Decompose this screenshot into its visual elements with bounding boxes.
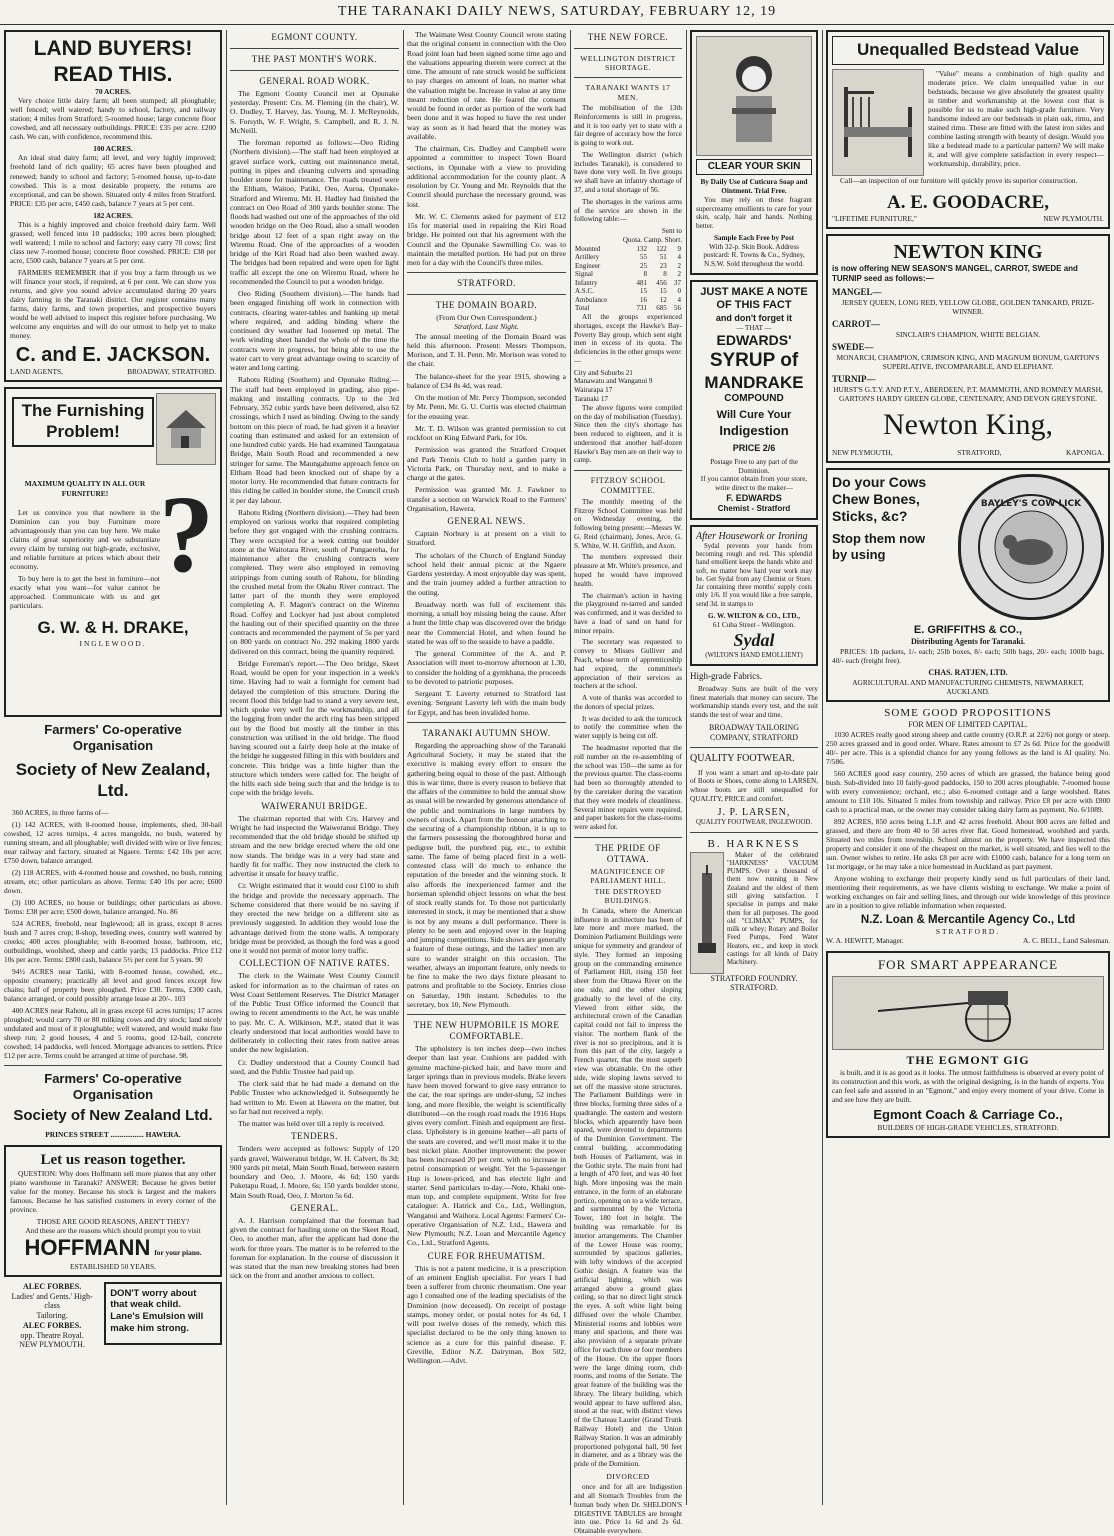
article-paragraph: The headmaster reported that the roll number on the re-assembling of the school was 150—the same as for the previous quarter. The class-rooms had been so thoroughly attended to by the caretaker during the vacation that they were models of cleanliness. Several minor repairs were required, and paper baskets for the class-rooms were asked for.	[574, 744, 682, 832]
firm-address: Chemist - Stratford	[717, 503, 791, 513]
article-paragraph: Regarding the approaching show of the Taranaki Agricultural Society, it may be stated that the executive is making every effort to ensure the gathering being equal to those of the past. Although this is war time, there is every reason to believe that the affairs of the committee to hold the annual show as usual will be rewarded by generous attendance of the public and nominations in large numbers by owners of stock. Apart from the honour attaching to the securing of a championship ribbon, it is up to the farmers possessing the thoroughbred horse and pedigree bull, the purebred pig, etc., to exhibit same. The fame of being placed first in a well-contested class will do much to enhance the reputation of the breeder and the winning stock. It also affords the inexperienced farmer and the horseman splendid object lessons on what the best of stock really stands for. To those not particularly interested in stock, it may be mentioned that a show is not by any means a dull performance. There is plenty to be seen and enjoyed over in the leaping and jumping competitions. Side shows are generally a feature of these outings, and the ladies' men are sure to wander straight on this occasion. The weather, always an important feature, only needs to be fine to make the two days fixture pleasant to patrons and profitable to the Society. Entries close on Saturday, 19th instant. Schedules to the secretary, box 10, New Plymouth.	[407, 740, 566, 1009]
table-cell: Total	[575, 304, 590, 313]
advert-body: And these are the reasons which should prompt you to visit	[25, 1226, 201, 1236]
firm-town: NEW PLYMOUTH.	[1043, 213, 1104, 223]
cow-icon	[976, 492, 1086, 602]
table-cell: 15	[639, 287, 647, 296]
firm-address: QUALITY FOOTWEAR, INGLEWOOD.	[695, 818, 813, 826]
article-paragraph: The chairman reported that with Crs. Harvey and Wright he had inspected the Waiweranui Bridge. They recommended that the old bridge should be shifted up stream and the new bridge erected where the old one now stands. The bridge was in a very bad state and hardly fit for traffic. They now instructed the clerk to advertise it unsafe for heavy traffic.	[230, 813, 399, 879]
goodacre-advert	[826, 30, 1110, 229]
woman-icon	[714, 46, 794, 146]
column-5	[690, 30, 818, 1505]
question-mark-graphic: ?	[159, 473, 214, 596]
article-paragraph: Sergeant T. Laverty returned to Stratford last evening. Sergeant Laverty left with the main body for Egypt, and has been invalided home.	[407, 689, 566, 717]
firm-name: A. E. GOODACRE,	[886, 191, 1050, 213]
seed-category: CARROT—	[832, 318, 881, 329]
newton-king-advert	[826, 234, 1110, 463]
article-subheading: TARANAKI WANTS 17 MEN.	[585, 83, 671, 102]
firm-name: HOFFMANN	[24, 1235, 151, 1261]
article-heading: THE PRIDE OF OTTAWA.	[595, 842, 661, 864]
article-heading: CURE FOR RHEUMATISM.	[427, 1250, 546, 1261]
table-row	[574, 279, 682, 288]
article-paragraph: Captain Norbury is at present on a visit to Stratford.	[407, 529, 566, 548]
cowlick-seal	[958, 474, 1104, 620]
article-paragraph: once and for all are Indigestion and all Stomach Troubles from the human body when Dr. SHELDON'S DIGESTIVE TABULES are brought into use. Price 1s 6d and 2s 6d. Obtainable everywhere.	[574, 1483, 682, 1536]
listing-text: Anyone wishing to exchange their property kindly send us full particulars of their land, mentioning their requirements, as we have clients wishing to exchange. We make a point of working exchanges on fair and selling lines, and through our wide knowledge of this province are in a position to give reliable information when requested.	[826, 874, 1110, 911]
advert-body: Broadway Suits are built of the very finest materials that money can secure. The workmanship stands every test, and the suit stands the test of wear and time.	[690, 684, 818, 720]
firm-role: LAND AGENTS,	[10, 367, 63, 377]
advert-title: and don't forget it	[715, 312, 793, 323]
table-cell: Mounted	[575, 244, 601, 253]
product-name: COMPOUND	[724, 393, 784, 405]
gig-carriage-icon	[868, 981, 1068, 1045]
column-2	[230, 30, 399, 1505]
advert-body: You may rely on these fragrant supercreamy emollients to care for your skin, scalp, hair and hands. Nothing better.	[696, 195, 812, 231]
group-shortage: Taranaki 17	[574, 394, 609, 403]
advert-body: Let us convince you that nowhere in the Dominion can you buy Furniture more advantageously than you can buy here. We make claims of great superiority and we substantiate every claim by turning out high-grade, exclusive, and reliable furniture at prices which about their economy.	[10, 507, 160, 571]
column-6	[826, 30, 1110, 1505]
advert-body: Distributing Agents for Taranaki.	[910, 636, 1026, 646]
gig-illustration	[832, 976, 1104, 1050]
quality-line: FURNITURE!	[61, 488, 109, 498]
table-row	[574, 287, 682, 296]
advert-body: By Daily Use of Cuticura Soap and Ointment. Trial Free.	[700, 178, 808, 195]
firm-name: CHAS. RATJEN, LTD.	[928, 667, 1008, 677]
table-cell: Infantry	[575, 278, 598, 287]
article-paragraph: The clerk to the Waimate West County Council asked for information as to the chairman of rates on West Coast Settlement Reserves. The District Manager of the Public Trust Office informed the Council that owing to recent amendments to the Act, he was unable to pay. Mr. C. A. Wilkinson, M.P., stated that it was clearly understood that local authorities would have to deliberately in collecting their rates from native areas under the new legislation.	[230, 971, 399, 1055]
table-cell: Signal	[575, 270, 593, 279]
article-paragraph: The Wellington district (which includes Taranaki), is considered to have done very well. In five groups we shall have an infantry shortage of 37, and a total shortage of 56.	[574, 150, 682, 194]
firm-address: BUILDERS OF HIGH-GRADE VEHICLES, STRATFORD.	[877, 1122, 1059, 1132]
listing-text: (2) 118 ACRES, with 4-roomed house and cowshed, no bush, running stream, etc; other particulars as above. Terms: £40 10s per acre; £600 down.	[4, 867, 222, 895]
firm-manager: W. A. HEWITT, Manager.	[826, 936, 904, 946]
article-paragraph: This is not a patent medicine, it is a prescription of an eminent English specialist. For years I had been a sufferer from chronic rheumatism. One year ago I consulted one of the leading specialists of the Dominion (now deceased). On receipt of postage stamps, money order, or postal notes for 4s 6d, I will post twelve doses of the remedy, which this specialist declared to be the only thing known to science as a cure for this painful disease. F. Greville, Editor N.Z. Dairyman, Box 502, Wellington.—Advt.	[407, 1263, 566, 1366]
table-cell: 2	[677, 261, 681, 270]
table-cell: 56	[674, 304, 681, 313]
advert-title: Problem!	[46, 422, 120, 442]
cuticura-advert	[690, 30, 818, 275]
article-heading: THE NEW FORCE.	[587, 32, 669, 42]
firm-name: ALEC FORBES.	[22, 1320, 82, 1330]
product-price: PRICE 2/6	[732, 442, 776, 453]
article-paragraph: The scholars of the Church of England Sunday school held their annual picnic at the Ngaere Gardens yesterday. A most enjoyable day was spent, and the train journey added a further attraction to the outing.	[407, 550, 566, 597]
firm-address: PRINCES STREET .................. HAWERA.	[45, 1129, 181, 1139]
article-paragraph: Rahotu Riding (Northern division).—They had been employed on various works that required completing before they got engaged with the crushing contracts. They were occupied for a week cutting out boulder stone at the Waitotara River, south of Pungaereha, for maintenance after the crushing contracts were completed. They were also employed in removing strippings from cutting south of Rahotu, for blinding the crushed metal from the Okahu River contract. The latter part of the month they were employed completing A. F. Magon's contract on the Wiremu Road. Coffey and Lockyer had just about completed the hauling out of their specified quantity on the three contracts and recommended the payment of 5s per yard on 800 yards on contract No. 292 making 1800 yards delivered on this contract, being the quantity required.	[230, 507, 399, 656]
article-subheading: COLLECTION OF NATIVE RATES.	[239, 958, 390, 969]
article-paragraph: Mr. T. D. Wilson was granted permission to cut rockfoot on King Edward Park, for 10s.	[407, 423, 566, 443]
advert-title: LAND BUYERS! READ THIS.	[33, 37, 193, 86]
advert-body: Maker of the celebrated "HARKNESS" VACUUM PUMPS. Over a thousand of them now running in New Zealand and the oldest of them still giving satisfaction. I specialise in pumps and make them for all purposes. The good old "CLIMAX" PUMPS, for milk or whey; Rotary and Boiler Feed Pumps, Feed Water Heaters, etc., and keep in stock castings for all kinds of Dairy Machinery.	[727, 851, 818, 967]
article-paragraph: The general Committee of the A. and P. Association will meet to-morrow afternoon at 1.30, to consider the holding of a gymkhana, the proceeds to be devoted to patriotic purposes.	[407, 649, 566, 686]
column-rule	[226, 30, 227, 1505]
bedstead-illustration	[832, 69, 924, 176]
article-paragraph: The mobilisation of the 13th Reinforcements is still in progress, and it is too early yet to state with a fair degree of accuracy how the force is going to work out.	[574, 103, 682, 148]
article-paragraph: Permission was granted Mr. J. Fawkner to transfer a section on Warwick Road to the Farmers' Organisation, Hawera.	[407, 485, 566, 513]
table-row	[574, 262, 682, 271]
edwards-advert	[690, 280, 818, 520]
firm-town: NEW PLYMOUTH.	[19, 1340, 85, 1350]
table-cell: 8	[643, 270, 647, 279]
article-paragraph: The members expressed their pleasure at Mr. White's presence, and hoped he would have improved health.	[574, 553, 682, 588]
firm-town: STRATFORD.	[935, 927, 1001, 937]
group-shortage: Wairarapa 17	[574, 386, 613, 395]
farmers-listings	[4, 808, 222, 1061]
listing-text: 892 ACRES, 850 acres being L.I.P. and 42 acres freehold. About 800 acres are felled and grassed, and there are from 40 to 50 acres river flat. Good homestead, woolshed and yards. Situated two miles from township. School almost on the property. We have inspected this property and consider it one of the cheapest on the market, is well situated, and lies well to the sun. Owner wishes to retire. He asks £8 per acre with £1000 cash, balance for a long term on 1st mortgage, or he may take a nice homestead in Auckland as part payment.	[826, 817, 1110, 872]
table-header: Quota. Camp. Short.	[622, 235, 682, 244]
firm-address: STRATFORD FOUNDRY.	[710, 973, 798, 983]
seed-category: TURNIP—	[832, 373, 876, 384]
article-paragraph: A vote of thanks was accorded to the donors of special prizes.	[574, 694, 682, 711]
column-rule	[403, 30, 404, 1505]
firm-town: STRATFORD,	[957, 447, 1002, 457]
article-dateline: Stratford, Last Night.	[454, 322, 519, 332]
harkness-advert	[690, 838, 818, 993]
firm-salesman: A. C. BELL, Land Salesman.	[1022, 936, 1110, 946]
article-paragraph: The shortages in the various arms of the service are shown in the following table:—	[574, 197, 682, 224]
firm-name: B. HARKNESS	[707, 838, 801, 851]
table-cell: 51	[659, 253, 667, 262]
product-name: THE EGMONT GIG	[906, 1053, 1030, 1068]
bed-icon	[838, 77, 918, 167]
table-row	[574, 253, 682, 262]
article-paragraph: The upholstery is ten inches deep—two inches deeper than last year. Cushions are padded with genuine machine-picked hair, and have more and larger springs than in previous models. Brake levers have been moved forward to give easy entrance to the car, the rear springs are under-slung, 52 inches long, and more flexible, the weight is scientifically distributed—on the rough road roads the 1916 Hups gives every comfort. Finish and equipment are first-class. Upholstery is in genuine leather—all parts of the seats are covered, and we'll most make it to the best nickel plate. Another improvement: the power has been increased 20 per cent. with no increase in petrol consumption or weight. Yet the 5-passenger Hup is lower-priced, and has electric light and starter. Send particulars to-day.—Note, Khaki one-man top, and complete equipment. Write for free catalogue: A. Hatrick and Co., Ltd., Wellington, Wanganui and Waihora. Local Agents: Farmers' Co-operative Organisation of N.Z. Ltd., Hawera and New Plymouth; N.Z. Loan and Mercantile Agency Co., Ltd., Stratford Agents.	[407, 1044, 566, 1248]
shortage-table	[574, 245, 682, 313]
firm-name: Newton King,	[883, 407, 1053, 441]
table-cell: 4	[677, 295, 681, 304]
article-subheading: WELLINGTON DISTRICT SHORTAGE.	[580, 53, 676, 73]
advert-body: for your piano.	[154, 1248, 202, 1258]
advert-title: Sticks, &c?	[832, 507, 908, 524]
forbes-advert	[4, 1282, 100, 1350]
article-subheading: THE DOMAIN BOARD.	[435, 300, 538, 311]
article-paragraph: The balance-sheet for the year 1915, showing a balance of £34 8s 4d, was read.	[407, 371, 566, 390]
advert-title: NEWTON KING	[893, 240, 1043, 263]
table-cell: 55	[639, 253, 647, 262]
column-rule	[570, 30, 571, 1505]
article-subheading: WAIWERANUI BRIDGE.	[261, 800, 368, 811]
advert-body: (WILTON'S HAND EMOLLIENT)	[705, 651, 803, 659]
seed-varieties: HURST'S G.T.Y. AND P.T.Y., ABERDEEN, P.T. MAMMOTH, AND ROMNEY MARSH, GARTON'S HARDY GREEN GLOBE, CENTENARY, AND DEVON GREYSTONE.	[833, 384, 1103, 403]
sydal-logo: Sydal	[733, 629, 775, 650]
article-heading: FITZROY SCHOOL COMMITTEE.	[590, 476, 666, 495]
column-rule	[686, 30, 687, 1505]
product-name: EDWARDS'	[716, 332, 792, 349]
column-1	[4, 30, 222, 1505]
table-row	[574, 245, 682, 254]
table-cell: 9	[677, 244, 681, 253]
advert-title: Stop them now	[832, 530, 926, 546]
table-cell: 8	[663, 270, 667, 279]
advert-title: Farmers' Co-operative Organisation	[44, 1071, 182, 1103]
article-paragraph: The annual meeting of the Domain Board was held this afternoon. Present: Messrs Thompson, Morison, and T. H. Penn. Mr. Morison was voted to the chair.	[407, 331, 566, 369]
table-cell: Ambulance	[575, 295, 608, 304]
advert-title: QUALITY FOOTWEAR.	[690, 753, 795, 765]
jackson-advert	[4, 30, 222, 382]
table-row	[574, 270, 682, 279]
firm-town: KAPONGA.	[1066, 447, 1104, 457]
firm-name: G. W. WILTON & CO., LTD.,	[707, 612, 801, 620]
listing-text: An ideal stud dairy farm; all level, and very highly improved; freehold land of rich quality; 65 acres have been ploughed and renewed; handy to school and factory; 5-roomed house, up-to-date cowshed. This is a most desirable property, the returns are exceptional, and can be shown. Situated only 4 miles from Stratford. PRICE: £35 per acre, £450 cash, balance 7 years at 5 per cent.	[10, 153, 216, 208]
table-cell: 685	[656, 304, 667, 313]
listing-text: Very choice little dairy farm; all been stumped; all ploughable; well fenced; well watered; handy to school, factory, and railway station; 4 miles from Stratford; 5-roomed house; large concrete floor cowshed, and all necessary outbuildings. PRICE: £35 per acre. £200 cash. We can, with confidence, recommend this.	[10, 96, 216, 142]
column-4	[574, 30, 682, 1536]
advert-body: Tailoring.	[36, 1311, 68, 1321]
advert-body: PRICES: 1lb packets, 1/- each; 25lb boxes, 8/- each; 50lb bags, 20/- each; 100lb bags, 40/- each (freight free).	[832, 646, 1104, 665]
article-paragraph: Cr. Wright estimated that it would cost £100 to shift the bridge and provide the necessary approach. The Scheme considered that there would be no saving if they erected the new bridge on a different site as previously suggested. In addition they would lose the advantage derived from the stone walls. A temporary bridge must be provided, as though the ford was a good one it would not permit of motor lorry traffic.	[230, 881, 399, 956]
advert-body: is now offering NEW SEASON'S MANGEL, CARROT, SWEDE and TURNIP seed as follows:—	[832, 264, 1078, 284]
advert-title: Let us reason together.	[40, 1151, 186, 1168]
article-paragraph: The foreman reported as follows:—Oeo Riding (Northern division).—The staff had been employed at gravel surface work, cutting out maintenance metal, putting in pipes and cleaning culverts and spreading boulder stone for maintenance. The roads treated were the Eltham, Waitoo, Patiki, Oeo, Auroa, Opunake-Stratford and Wiremu. Mr. H. Hadley had finished the contract on Oeo Road of 300 yards boulder stone. The floods had washed out one of the approaches of the old wooden bridge on the Oeo Road, also a small wooden bridge about 12 feet of a span right away on the Wiremu Road. One of the approaches of a wooden bridge of the Kiri Road had also been washed away. The bridges had been repaired and were open for light traffic all except the one on Wiremu Road, where he recommended the Council to put a wooden bridge.	[230, 138, 399, 286]
table-cell: 23	[659, 261, 667, 270]
article-paragraph: Oeo Riding (Southern division).—The hands had been engaged finishing off work in connection with contracts, clearing water-tables and banking up metal where required, and adding binding where the continued dry weather had loosened up metal. The work winding sheet handed the whole of the time the contracts were in progress, but being able to use the water cart to very great advantage owing to scarcity of water and long carting.	[230, 289, 399, 373]
article-paragraph: Tenders were accepted as follows: Supply of 120 yards gravel, Waiweranui bridge, W. H. Calvert, 8s 3d; 900 yards pit metal, Main South Road, between eastern boundary and Oeo, J. Moore, 4s 6d; 150 yards Puketapu Road, J. Moore, 6s; 150 yards boulder stone, Main South Road, Oeo, J. Morton 5s 6d.	[230, 1144, 399, 1200]
table-cell: 15	[659, 287, 667, 296]
listing-text: FARMERS REMEMBER that if you buy a farm through us we will finance your stock, if required, at 6 per cent. We can show you returns, and give you sound advice accumulated during 20 years dairy farming in the Taranaki district. Our register contains many farms, dairy farms, and town properties, and prospective buyers would be well advised to inspect this register before purchasing. We welcome any enquiries and will do our utmost to help yet to make money.	[10, 267, 216, 341]
firm-name: J. P. LARSEN,	[717, 806, 791, 818]
table-cell: 12	[659, 295, 667, 304]
advert-body: If you want a smart and up-to-date pair of Boots or Shoes, come along to LARSEN, whose boots are still unequalled for QUALITY, PRICE and comfort.	[690, 768, 818, 803]
article-paragraph: The above figures were compiled on the day of mobilisation (Tuesday). Since then the city's shortage has been reduced to eighteen, and it is understood that another half-dozen Hawke's Bay men are on their way to camp.	[574, 403, 682, 465]
firm-name: BROADWAY TAILORING	[709, 722, 799, 732]
advert-body: Sydal prevents your hands from becoming rough and red. This splendid hand emollient keeps the hands white and soft, no matter how hard your work may be. Get Sydal from any Chemist or Store. Jar containing three months' supply costs only 1/6. If you would like a free sample, send 3d. in stamps to	[696, 542, 812, 608]
house-illustration	[156, 393, 216, 465]
advert-body: that weak child.	[110, 1299, 181, 1311]
article-paragraph: The secretary was requested to convey to Misses Gulliver and Peach, whose term of apprenticeship had expired, the committee's appreciation of their services as teachers at the school.	[574, 638, 682, 691]
table-row	[574, 304, 682, 313]
listing-text: 524 ACRES, freehold, near Inglewood; all in grass, except 8 acres bush and 7 acres crop; 8-shop, breeding ewes, country well watered by creeks; 400 acres ploughable; with 8-roomed house, bathroom, etc, outbuildings, woolshed, sheep and cattle yards; 13 paddocks. Price £12 10s per acre. Terms: £800 cash, balance 5½ per cent for 5 years. 90	[4, 919, 222, 965]
listing-text: This is a highly improved and choice freehold dairy farm. Well grassed; well fenced into 10 paddocks; 100 acres been ploughed; well watered; 1 mile to school and factory; easy carry 70 cows; first class new 7-roomed house; concrete floor cowshed. PRICE: £38 per acre, £500 cash, balance 7 years at 5 per cent.	[10, 219, 216, 265]
listing-text: (3) 100 ACRES, no house or buildings; other particulars as above. Terms: £38 per acre; £500 down, balance arranged. No. 86	[4, 897, 222, 916]
table-header: Sent to	[661, 227, 682, 236]
table-row	[574, 296, 682, 305]
listing-text: 94½ ACRES near Tariki, with 8-roomed house, cowshed, etc., opposite creamery; practically all level and good fences except few chains; half of property been ploughed. Price £30. Terms, £300 cash, balance arranged, or could possibly arrange lease at 20/-. 103	[4, 967, 222, 1004]
advert-title: JUST MAKE A NOTE	[700, 286, 808, 298]
quality-line: MAXIMUM QUALITY IN ALL OUR	[24, 479, 146, 489]
article-paragraph: Mr. W. C. Clements asked for payment of £12 15s for material used in repairing the Kiri Road bridge. He pointed out that his agreement with the Council and the Opunake Sawmilling Co. was to maintain the metalled portion. He had put on three men for a day with the Council's three miles.	[407, 211, 566, 267]
article-paragraph: Bridge Foreman's report.—The Oeo bridge, Skeet Road, would be open for your inspection in a week's time. Having had to wait a fortnight for cement had delayed the completion of this structure. During the recent flood this bridge had to stand a very severe test, which spoke very well for the workmanship, and all the logging from under the arch ring has been stripped out by the flood but mostly all the timber in this construction was utilised in the old bridge. The flood having scoured out a fairly deep hole at the intake of the bridge he suggested filling in this with boulders and concrete. This bridge was a little higher than the structure which tenders were called for. The height of the hills each side being such that and the bridge is to cope with the bridge levels.	[230, 658, 399, 798]
acres-heading: 182 ACRES.	[93, 210, 133, 220]
article-heading: EGMONT COUNTY.	[271, 32, 358, 42]
firm-name: G. W. & H. DRAKE,	[37, 617, 189, 637]
article-heading: THE NEW HUPMOBILE IS MORE COMFORTABLE.	[413, 1020, 560, 1042]
advert-title: OF THIS FACT	[716, 299, 792, 312]
article-heading: TARANAKI AUTUMN SHOW.	[422, 727, 551, 738]
table-cell: 481	[636, 278, 647, 287]
table-cell: 132	[636, 244, 647, 253]
firm-name: N.Z. Loan & Mercantile Agency Co., Ltd	[860, 914, 1076, 927]
propositions-advert	[826, 707, 1110, 946]
article-subheading: GENERAL ROAD WORK.	[259, 75, 370, 86]
advert-body: QUESTION: Why does Hoffmann sell more pianos that any other piano warehouse in Taranaki? ANSWER: Because he gives better value for the money. Because his stock is largest and the makers famous. Because he has satisfied customers in every corner of the province.	[10, 1168, 216, 1214]
advert-body: THOSE ARE GOOD REASONS, AREN'T THEY?	[36, 1216, 190, 1226]
column-3	[407, 30, 566, 1505]
group-shortage: Manawatu and Wanganui 9	[574, 377, 653, 386]
article-paragraph: All the groups experienced shortages, except the Hawke's Bay-Poverty Bay group, which sent eight men in excess of its quota. The deficiencies in the other groups were:—	[574, 312, 682, 365]
advert-body: Sample Each Free by Post	[713, 233, 795, 242]
pump-icon	[695, 863, 719, 963]
sydal-advert	[690, 525, 818, 666]
article-paragraph: On the motion of Mr. Percy Thompson, seconded by Mr. Penn, Mr. G. U. Curtis was elected chairman for the ensuing year.	[407, 393, 566, 421]
advert-title: The Furnishing	[21, 401, 145, 421]
article-subheading: THE DESTROYED BUILDINGS.	[594, 886, 662, 905]
firm-address: AGRICULTURAL AND MANUFACTURING CHEMISTS, NEWMARKET, AUCKLAND.	[852, 677, 1084, 696]
larsen-advert	[690, 753, 818, 827]
advert-title: SOME GOOD PROPOSITIONS	[884, 706, 1052, 719]
table-cell: 4	[677, 253, 681, 262]
column-rule	[822, 30, 823, 1505]
seed-category: SWEDE—	[832, 341, 874, 352]
advert-body: Indigestion	[719, 422, 789, 438]
firm-address: BROADWAY, STRATFORD.	[127, 367, 216, 377]
firm-address: 61 Cuba Street - Wellington.	[712, 620, 796, 629]
advert-subtitle: FOR MEN OF LIMITED CAPITAL.	[908, 720, 1028, 730]
advert-title: High-grade Fabrics.	[690, 670, 762, 681]
firm-name: E. GRIFFITHS & CO.,	[913, 623, 1023, 636]
article-subheading: THE PAST MONTH'S WORK.	[251, 53, 378, 64]
advert-title: CLEAR YOUR SKIN	[696, 159, 812, 175]
article-paragraph: Broadway north was full of excitement this morning, a small boy missing being the cause. After a hunt the little chap was discovered over the bridge near the Commercial Hotel, and when found he stated he was off to the seaside to have a paddle.	[407, 599, 566, 646]
table-cell: Artillery	[575, 253, 600, 262]
advert-body: Lane's Emulsion will	[110, 1311, 204, 1323]
firm-town: INGLEWOOD.	[79, 638, 147, 648]
advert-body: Call—an inspection of our furniture will quickly prove its superior construction.	[840, 175, 1078, 185]
table-cell: 0	[677, 287, 681, 296]
firm-town: NEW PLYMOUTH,	[832, 447, 893, 457]
table-cell: 2	[677, 270, 681, 279]
advert-body: ESTABLISHED 50 YEARS.	[70, 1261, 156, 1271]
advert-body: make him strong.	[110, 1322, 189, 1334]
article-paragraph: Rahotu Riding (Southern) and Opunake Riding.—The staff had been employed in grading, also pipe-making and installing contracts. Up to the 3rd February, 352 cubic yards have been delivered, also 62 crossings, which I used as binding. Owing to the sandy bottom on this piece of road, he had given it a heavier coating than estimated and asked for an extension of one hundred cubic yards. He had examined Taungataua Bridge, Main South Road and recommended a new stringer for same. The Maungahume approach fence on Eltham Road had been knocked out of shape by a motor lorry. He recommended that future contracts for this riding be called in boulder stone, the Council crush it per day labour.	[230, 375, 399, 505]
advert-title: Chew Bones,	[832, 490, 920, 507]
advert-body: DON'T worry about	[110, 1287, 197, 1299]
advert-title: Unequalled Bedstead Value	[832, 36, 1104, 65]
firm-town: STRATFORD.	[730, 983, 778, 993]
article-paragraph: The Waimate West County Council wrote stating that the original consent in connection with the Oeo Road joint loan had been signed some time ago and the valuations appearing therein were correct at the time. The amount of rate struck would be sufficient to pay charges on amount of loan, no matter what the valuation might be. Increase in value at any time meant reduction of rate. He feared the consent would be found in order as portion of the work had been done and it was hoped to have the rest under way as soon as it had heard that the money was available.	[407, 30, 566, 141]
listing-text: 360 ACRES, in three farms of—	[12, 807, 109, 817]
article-subheading: GENERAL.	[290, 1202, 339, 1213]
firm-name: ALEC FORBES.	[22, 1281, 82, 1291]
article-subheading: MAGNIFICENCE OF PARLIAMENT HILL.	[590, 866, 666, 885]
listing-text: 400 ACRES near Rahotu, all in grass except 61 acres turnips; 17 acres ploughed; would carry 70 or 80 milking cows and dry stock; land nicely undulated and most of it ploughable; well watered, and would make fine sheep run; 2 good houses, 4 and 5 rooms, good 12-bail, concrete cowshed; 14 paddocks, well fenced. Mortgage advances to settlers. Price £12 per acre. Terms could be arranged at time of purchase. 98.	[4, 1006, 222, 1061]
advert-body: — THAT —	[736, 323, 772, 332]
product-name: MANDRAKE	[704, 372, 804, 392]
house-icon	[161, 404, 211, 454]
advert-body: Ladies' and Gents.' High-class	[11, 1291, 93, 1311]
article-subheading: GENERAL NEWS.	[447, 516, 526, 527]
group-shortage: City and Suburbs 21	[574, 368, 633, 377]
table-cell: Engineer	[575, 261, 601, 270]
article-heading: STRATFORD.	[457, 278, 516, 289]
seed-varieties: MONARCH, CHAMPION, CRIMSON KING, AND MAGNUM BONUM, GARTON'S SUPERLATIVE, INCOMPARABLE, AND ELEPHANT.	[836, 352, 1100, 371]
drake-advert	[4, 387, 222, 717]
advert-body: Will Cure Your	[716, 409, 792, 422]
advert-title: Do your Cows	[832, 473, 927, 490]
firm-address: opp. Theatre Royal.	[20, 1330, 84, 1340]
advert-title: After Housework or Ironing	[696, 530, 808, 542]
table-cell: A.S.C.	[575, 287, 594, 296]
cowlick-advert	[826, 468, 1110, 702]
firm-name: Egmont Coach & Carriage Co.,	[873, 1107, 1063, 1123]
advert-body: To buy here is to get the best in furniture—not exactly what you want—for value cannot be approached. Communicate with us and get particulars.	[10, 573, 160, 610]
article-paragraph: The Egmont County Council met at Opunake yesterday. Present: Crs. M. Fleming (in the chair), W. O. Dudley, T. Harvey, Jas. Young, M. J. McReynolds, S. Forsyth, W. F. Wright, S. Campbell, and R. J. N. McNeill.	[230, 88, 399, 135]
listing-text: 560 ACRES good easy country, 250 acres of which are grassed, the balance being good bush. Sub-divided into 10 fairly-good paddocks, 150 to 200 acres ploughable. 7-roomed house with every convenience; orchard, etc.; also 6-roomed cottage and a large woolshed. Rates amount to £10 10s. Situated 5 miles from township and railway. Price £8 per acre with £800 cash to a practical man, or the owner may consider taking dairy farm as payment. No. 6/1089.	[826, 768, 1110, 815]
table-cell: 37	[674, 278, 681, 287]
article-paragraph: The chairman, Crs. Dudley and Campbell were appointed a committee to inspect Town Board sections, in Opunake with a view to providing additional accommodation for the county plant. A resolution by Cr. Young and Mr. Reynolds that the Council should purchase the necessary ground, was lost.	[407, 144, 566, 209]
article-paragraph: The matter was held over till a reply is received.	[238, 1119, 385, 1129]
article-paragraph: The monthly meeting of the Fitzroy School Committee was held on Wednesday evening, the following being present:—Messrs W. G. Reid (chairman), Jones, Arce, G. S. White, W. H. Griffith, and Axon.	[574, 497, 682, 550]
advert-title: Society of New Zealand Ltd.	[13, 1107, 213, 1125]
advert-body: With 32-p. Skin Book. Address postcard: R. Towns & Co., Sydney, N.S.W. Sold throughout the world.	[703, 242, 805, 269]
advert-body: Postage Free to any part of the Dominion.	[710, 457, 798, 475]
firm-name: C. and E. JACKSON.	[15, 344, 211, 367]
advert-body: is built, and it is as good as it looks. The utmost faithfulness is observed at every point of its construction and this work, as with the original designing, is in the hands of experts. You can feel safe and assured in an "Egmont," and enjoy every moment of your drive. Come in and see how they are built.	[832, 1067, 1104, 1105]
article-paragraph: The clerk said that he had made a demand on the Public Trustee who acknowledged it. Subsequently he had written to Mr. Ewen at Hawera on the matter, but so far had not received a reply.	[230, 1079, 399, 1116]
advert-body: If you cannot obtain from your store, write direct to the maker—	[700, 475, 808, 493]
firm-name: F. EDWARDS	[726, 492, 782, 503]
advert-title: Farmers' Co-operative Organisation	[44, 722, 182, 754]
firm-name: COMPANY, STRATFORD	[709, 732, 799, 742]
listing-text: 1030 ACRES really good strong sheep and cattle country (O.R.P. at 22/6) not gorgy or steep. 250 acres grassed and in good order. Whare. Rates amount to £7 2s 6d. Price for the goodwill 40/- per acre. This is a splendid chance for any young fellows as the land is AI quality. No. 7/586.	[826, 729, 1110, 766]
seed-varieties: SINCLAIR'S CHAMPION, WHITE BELGIAN.	[895, 329, 1041, 339]
article-credit: (From Our Own Correspondent.)	[436, 313, 537, 323]
advert-title: by using	[832, 546, 886, 562]
article-paragraph: Permission was granted the Stratford Croquet and Park Tennis Club to hold a garden party in Victoria Park, on Thursday next, and to make a charge at the gates.	[407, 445, 566, 483]
lane-advert	[104, 1282, 222, 1345]
article-paragraph: Cr. Dudley understood that a County Council had sued, and the Public Trustee had paid up.	[230, 1057, 399, 1076]
woman-illustration	[696, 36, 812, 156]
advert-title: Society of New Zealand, Ltd.	[15, 760, 211, 800]
table-cell: 25	[639, 261, 647, 270]
article-paragraph: It was decided to ask the turncock to notify the committee when the water supply is being cut off.	[574, 714, 682, 741]
broadway-advert	[690, 671, 818, 743]
acres-heading: 70 ACRES.	[95, 87, 131, 97]
hoffmann-advert	[4, 1145, 222, 1277]
article-paragraph: In Canada, where the American influence in architecture has been of late more and more marked, the Dominion Parliament Buildings were unique for symmetry and grandeur of style. They formed an imposing group on the commanding eminence of Parliament Hill, rising 150 feet sheer from the Ottawa River on the one side, and the other sloping gradually to the level of the city. Viewed from either side, the architectural crown of the Canadian capital could not fail to impress the visitor. The northern flank of the river is not so precipitous, and it is from this part of the city, largely a French quarter, that the most superb view was obtainable. On the other side, wide sloping lawns served to set off the massive stone structures. The Parliament Buildings were in three blocks, forming three sides of a quadrangle. The eastern and western blocks, which apparently have been spared, were devoted to departments of the Dominion Government. The central building, accommodating both Houses of Parliament, was in the Gothic style. The main front had a length of 470 feet, and was 40 feet high. More imposing was the main entrance, in the form of an elaborate portico, opening on to a wide terrace, and surmounted by the Victoria Tower, 180 feet in height. The building was remarkable for its interior arrangements. The Chamber of the Lower House was roomy, surrounded by spacious galleries, with lofty windows of the accepted Gothic design. A feature was the artificial lighting, which was arranged above a ground glass ceiling, so that no direct light struck the eyes. A soft white light being diffused over the whole Chamber. Ministerial rooms and lobbies were many and spacious, and there was also provision of a separate private office for each three or four members of the House. On the upper floors were the large dining room, club rooms, and rooms of the Senate. The great feature of the building was the library. The library building, which would appear to have suffered also, stood at the rear, with distinct views of the Chateau Laurier (Grand Trunk Railway Hotel) and the Union Railway Station. It was an admirably proportioned polygonal hall, 90 feet in diameter, and as a library was the pride of the Dominion.	[574, 906, 682, 1469]
listing-text: (1) 142 ACRES, with 8-roomed house, implements, shed, 30-bail cowshed, 12 acres turnips, 4 acres mangolds, no bush, watered by running stream, and all ploughable; well divided with wire or live fences; near railway and factory, situated at Ngaere. Terms: £42 10s per acre; £750 down, balance arranged.	[4, 819, 222, 865]
product-name: SYRUP of	[709, 350, 799, 372]
seal-text: BAYLEY'S COW LICK	[980, 498, 1082, 509]
masthead: THE TARANAKI DAILY NEWS, SATURDAY, FEBRUARY 12, 19	[0, 0, 1114, 25]
pump-illustration	[690, 852, 724, 974]
firm-slogan: "LIFETIME FURNITURE,"	[832, 213, 917, 223]
table-cell: 122	[656, 244, 667, 253]
article-subheading: TENDERS.	[291, 1131, 338, 1142]
acres-heading: 100 ACRES.	[93, 144, 133, 154]
egmont-gig-advert	[826, 951, 1110, 1138]
seed-varieties: JERSEY QUEEN, LONG RED, YELLOW GLOBE, GOLDEN TANKARD, PRIZE-WINNER.	[841, 297, 1095, 316]
article-heading: DIVORCED	[606, 1471, 650, 1481]
table-cell: 456	[656, 278, 667, 287]
advert-body: "Value" means a combination of high quality and moderate price. We claim unequalled value in our bedsteads, because we give absolutely the greatest quality in timber and workmanship at the lowest cost that is possible for us to make such high-grade furniture. Very handsome indeed are our bedsteads in plain oak, rimu, and stained rimu. These are fitted with the latest iron sides and combine lasting strength with beauty of design. Would you like a bedstead made to a particular pattern? We will make it, and will give complete satisfaction in every respect—workmanship, durability, price.	[928, 68, 1104, 169]
article-paragraph: A. J. Harrison complained that the foreman had given the contract for hauling stone on the Skeet Road, Oeo, to another man, after the applicant had done the work for three years. The matter is to be referred to the foreman for explanation. In the course of discussion it was stated that the man new breaking stones had been sick on the front and another anxious to collect.	[230, 1215, 399, 1281]
article-paragraph: The chairman's action in having the playground re-tarred and sanded was confirmed, and it was decided to have a load of sand on hand for minor repairs.	[574, 591, 682, 635]
table-cell: 731	[636, 304, 647, 313]
advert-title: FOR SMART APPEARANCE	[877, 957, 1059, 973]
table-cell: 16	[639, 295, 647, 304]
seed-category: MANGEL—	[832, 286, 882, 297]
